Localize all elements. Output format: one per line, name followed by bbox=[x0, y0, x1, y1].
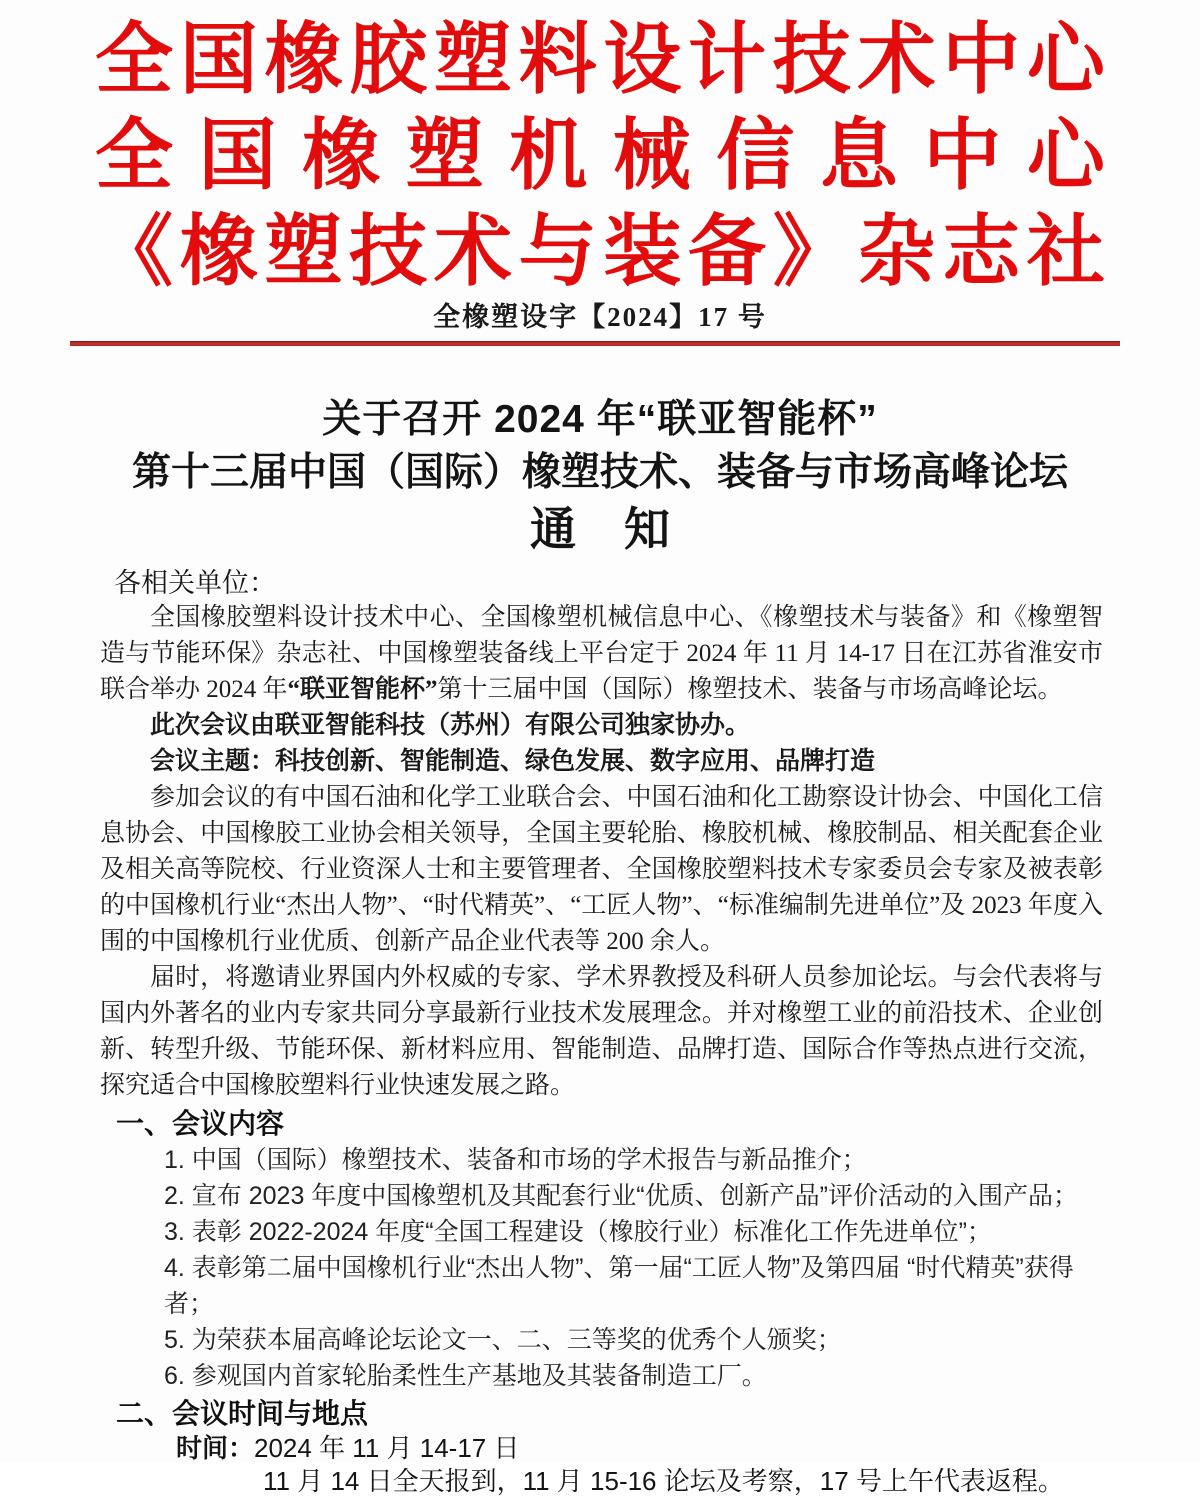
meeting-time-row bbox=[176, 1432, 1103, 1465]
intro-paragraph bbox=[100, 600, 1103, 708]
invitation-paragraph: 届时，将邀请业界国内外权威的专家、学术界教授及科研人员参加论坛。与会代表将与国内外著名的业内专家共同分享最新行业技术发展理念。并对橡塑工业的前沿技术、企业创新、转型升级、节能环保、新材料应用、智能制造、品牌打造、国际合作等热点进行交流，探究适合中国橡胶塑料行业快速发展之路。 bbox=[100, 964, 1103, 1099]
letterhead bbox=[0, 0, 1200, 346]
agenda-item-6: 6. 参观国内首家轮胎柔性生产基地及其装备制造工厂。 bbox=[164, 1362, 767, 1390]
cohost-line: 此次会议由联亚智能科技（苏州）有限公司独家协办。 bbox=[150, 712, 751, 739]
intro-paragraph-bold-phrase: “联亚智能杯” bbox=[287, 676, 438, 703]
meeting-time-value: 2024 年 11 月 14-17 日 bbox=[254, 1433, 520, 1463]
agenda-item-3: 3. 表彰 2022-2024 年度“全国工程建设（橡胶行业）标准化工作先进单位”； bbox=[164, 1218, 992, 1246]
notice-title-line-2: 第十三届中国（国际）橡塑技术、装备与市场高峰论坛 bbox=[131, 451, 1068, 494]
agenda-list bbox=[164, 1142, 1103, 1394]
section-1-heading: 一、会议内容 bbox=[116, 1108, 285, 1139]
notice-word-char-2: 知 bbox=[624, 503, 670, 555]
attendees-paragraph: 参加会议的有中国石油和化学工业联合会、中国石油和化工勘察设计协会、中国化工信息协会、中国橡胶工业协会相关领导，全国主要轮胎、橡胶机械、橡胶制品、相关配套企业及相关高等院校、行业资深人士和主要管理者、全国橡胶塑料技术专家委员会专家及被表彰的中国橡机行业“杰出人物”、“时代精英”、“工匠人物”、“标准编制先进单位”及 2023 年度入围的中国橡机行业优质、创新产品企业代表等 200 余人。 bbox=[100, 784, 1103, 955]
agenda-item-5: 5. 为荣获本届高峰论坛论文一、二、三等奖的优秀个人颁奖； bbox=[164, 1326, 842, 1354]
notice-title bbox=[0, 394, 1200, 558]
org-name-line-1: 全 国 橡 胶 塑 料 设 计 技 术 中 心 bbox=[95, 16, 1105, 103]
theme-line: 会议主题：科技创新、智能制造、绿色发展、数字应用、品牌打造 bbox=[150, 748, 876, 775]
org-name-line-2: 全 国 橡 塑 机 械 信 息 中 心 bbox=[95, 112, 1105, 199]
document-number: 全橡塑设字【2024】17 号 bbox=[433, 302, 767, 332]
salutation: 各相关单位： bbox=[114, 568, 276, 598]
notice-title-word bbox=[0, 500, 1200, 558]
notice-word-char-1: 通 bbox=[530, 503, 576, 555]
document-body bbox=[100, 566, 1103, 1498]
meeting-time-label: 时间： bbox=[176, 1433, 255, 1463]
intro-paragraph-post: 第十三届中国（国际）橡塑技术、装备与市场高峰论坛。 bbox=[437, 676, 1063, 703]
org-name-line-3: 《 橡 塑 技 术 与 装 备 》 杂 志 社 bbox=[95, 208, 1105, 295]
section-2-heading: 二、会议时间与地点 bbox=[116, 1398, 369, 1429]
agenda-item-4: 4. 表彰第二届中国橡机行业“杰出人物”、第一届“工匠人物”及第四届 “时代精英”获得者； bbox=[164, 1254, 1074, 1318]
meeting-time-detail: 11 月 14 日全天报到，11 月 15-16 论坛及考察，17 号上午代表返程。 bbox=[263, 1466, 1064, 1496]
red-divider-rule bbox=[70, 341, 1120, 346]
agenda-item-2: 2. 宣布 2023 年度中国橡塑机及其配套行业“优质、创新产品”评价活动的入围产品； bbox=[164, 1182, 1078, 1210]
notice-title-line-1: 关于召开 2024 年“联亚智能杯” bbox=[322, 398, 878, 441]
intro-paragraph-pre: 全国橡胶塑料设计技术中心、全国橡塑机械信息中心、《橡塑技术与装备》和《橡塑智造与节能环保》杂志社、中国橡塑装备线上平台定于 2024 年 11 月 14-17 日在江苏省淮安市联合举办 2024 年 bbox=[100, 604, 1103, 703]
agenda-item-1: 1. 中国（国际）橡塑技术、装备和市场的学术报告与新品推介； bbox=[164, 1146, 867, 1174]
